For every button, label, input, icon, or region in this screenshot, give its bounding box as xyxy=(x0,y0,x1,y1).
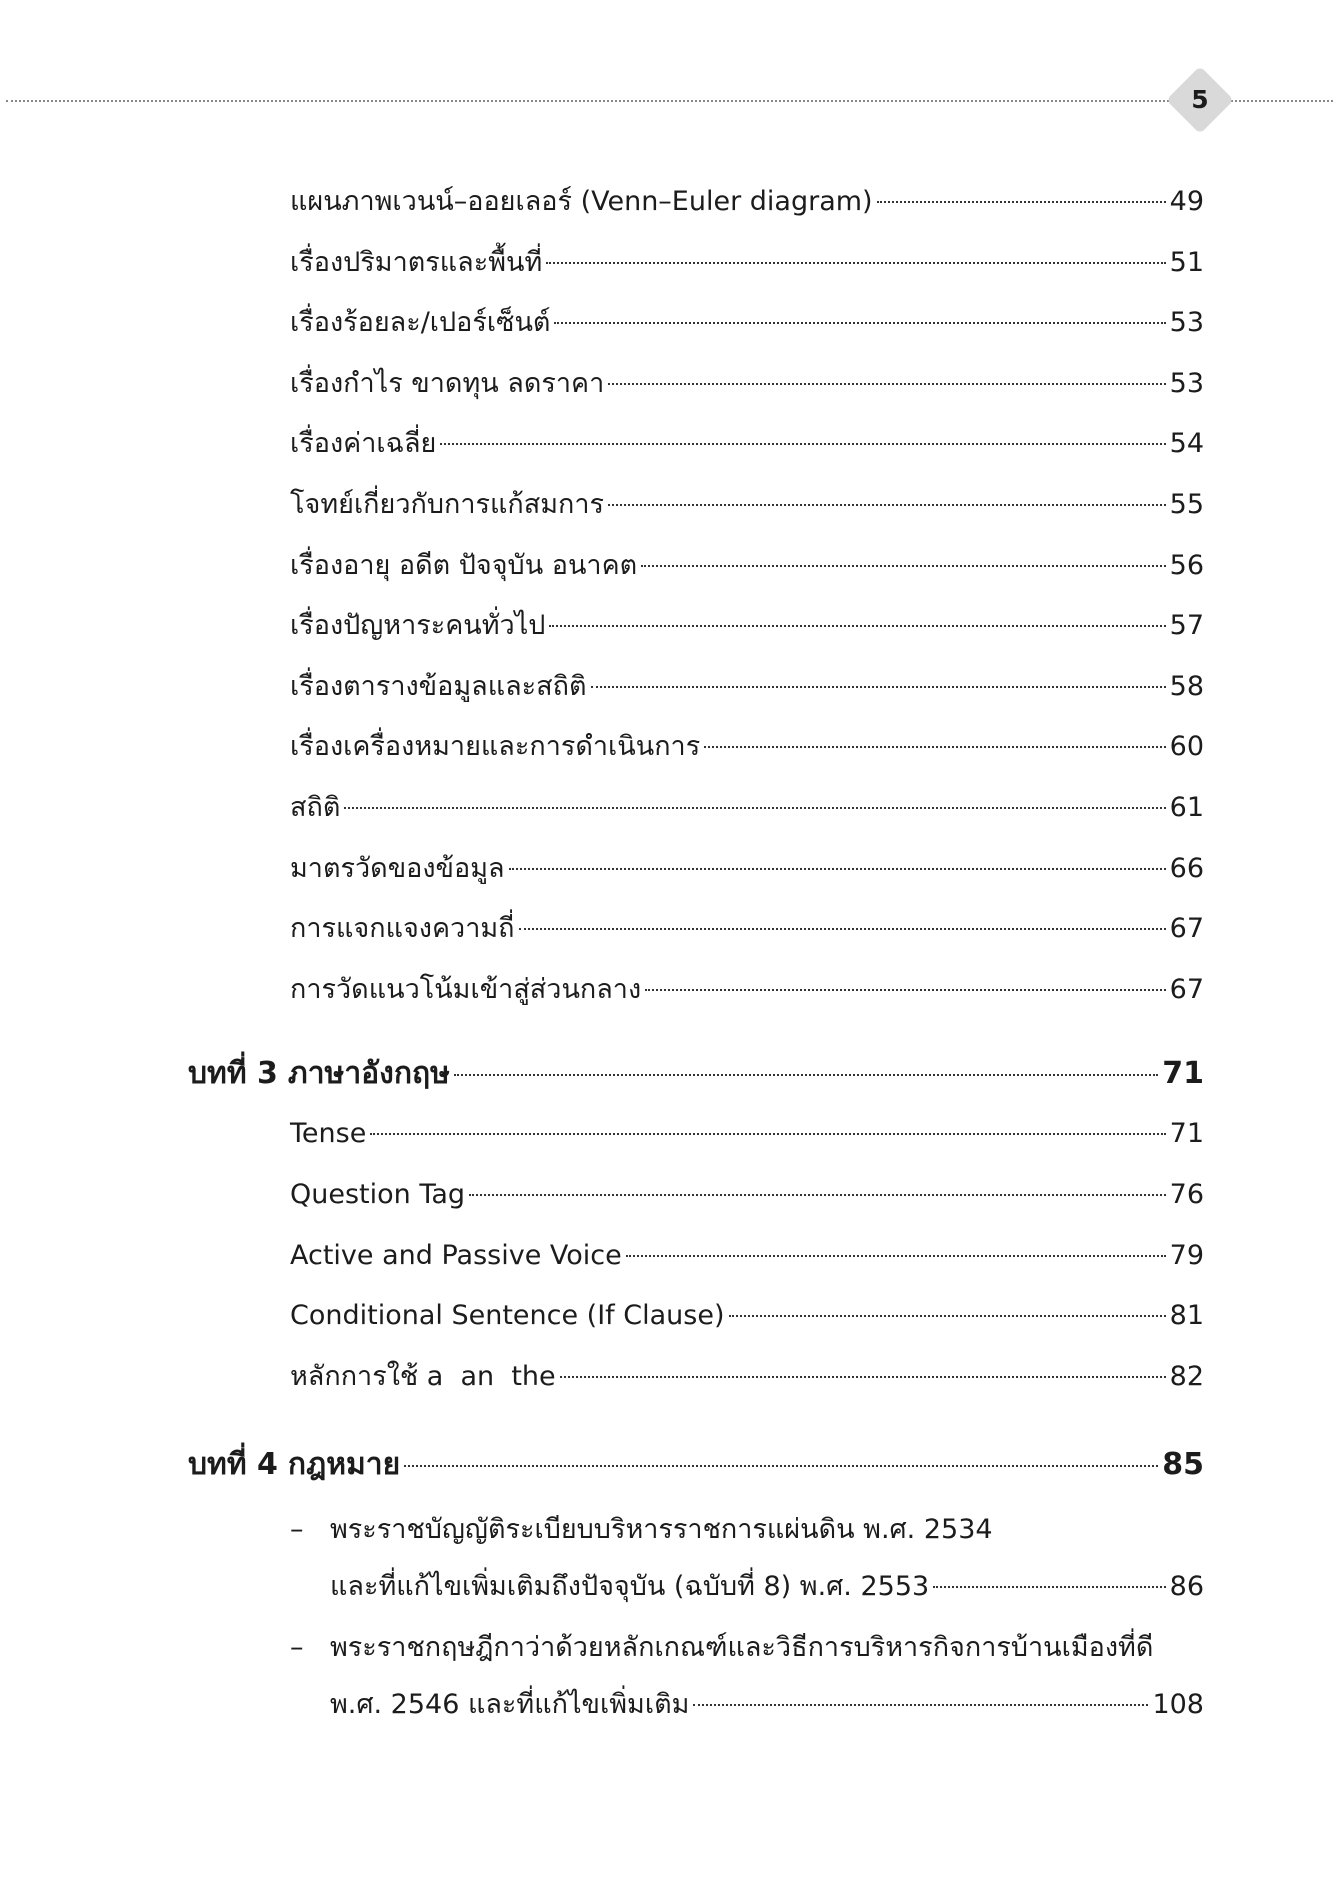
toc-entry-page: 53 xyxy=(1169,307,1204,339)
dot-leader xyxy=(877,201,1166,203)
toc-entry[interactable] xyxy=(290,1226,1204,1287)
toc-entry[interactable] xyxy=(290,354,1204,415)
toc-entry[interactable] xyxy=(290,233,1204,294)
toc-entry-page: 81 xyxy=(1169,1300,1204,1332)
toc-entry-title: แผนภาพเวนน์–ออยเลอร์ (Venn–Euler diagram) xyxy=(290,186,873,217)
toc-entry[interactable] xyxy=(290,1286,1204,1347)
dot-leader xyxy=(370,1133,1165,1135)
toc-entry[interactable] xyxy=(290,1104,1204,1165)
toc-entry-title: Conditional Sentence (If Clause) xyxy=(290,1300,725,1332)
toc-entry-title: Tense xyxy=(290,1118,367,1150)
toc-entry-title: การแจกแจงความถี่ xyxy=(290,913,515,945)
toc-entry[interactable] xyxy=(290,172,1204,233)
dash-bullet: – xyxy=(290,1514,304,1546)
toc-entry-page: 53 xyxy=(1169,367,1204,399)
dot-leader xyxy=(591,686,1166,688)
dot-leader xyxy=(641,565,1165,567)
toc-entry[interactable] xyxy=(290,657,1204,718)
dot-leader xyxy=(519,928,1166,930)
dot-leader xyxy=(608,504,1166,506)
toc-entry-page: 55 xyxy=(1169,488,1204,520)
toc-entry[interactable] xyxy=(290,839,1204,900)
dash-bullet: – xyxy=(290,1632,304,1664)
toc-entry-title: สถิติ xyxy=(290,791,341,823)
page-number: 5 xyxy=(1191,85,1209,114)
dot-leader xyxy=(704,746,1165,748)
dot-leader xyxy=(560,1376,1166,1378)
toc-entry[interactable] xyxy=(290,1347,1204,1408)
dot-leader xyxy=(608,383,1165,385)
dot-leader xyxy=(645,989,1165,991)
law-title-line-2: และที่แก้ไขเพิ่มเติมถึงปัจจุบัน (ฉบับที่ 8) พ.ศ. 2553 xyxy=(330,1571,930,1603)
toc-entry-title: เรื่องอายุ อดีต ปัจจุบัน อนาคต xyxy=(290,549,638,581)
toc-entry-page: 66 xyxy=(1169,852,1204,884)
toc-entry-title: เรื่องเครื่องหมายและการดำเนินการ xyxy=(290,731,701,763)
toc-entry-page: 60 xyxy=(1169,731,1204,763)
law-page: 108 xyxy=(1152,1689,1204,1721)
chapter-label: บทที่ 3 xyxy=(188,1056,278,1092)
law-title-line-1: พระราชบัญญัติระเบียบบริหารราชการแผ่นดิน พ.ศ. 2534 xyxy=(330,1514,993,1546)
chapter-title: ภาษาอังกฤษ xyxy=(287,1056,450,1092)
toc-entry-title: เรื่องปริมาตรและพื้นที่ xyxy=(290,246,543,278)
law-entry[interactable] xyxy=(290,1619,1204,1733)
toc-entry-page: 67 xyxy=(1169,973,1204,1005)
dot-leader xyxy=(549,625,1165,627)
law-title-line-2: พ.ศ. 2546 และที่แก้ไขเพิ่มเติม xyxy=(330,1689,690,1721)
toc-entry-page: 57 xyxy=(1169,610,1204,642)
chapter-3-heading[interactable] xyxy=(188,1044,1204,1104)
toc-entry-page: 56 xyxy=(1169,549,1204,581)
header-dotted-rule xyxy=(6,100,1333,102)
dot-leader xyxy=(509,868,1166,870)
dot-leader xyxy=(933,1586,1165,1588)
dot-leader xyxy=(554,322,1165,324)
law-title-line-1: พระราชกฤษฎีกาว่าด้วยหลักเกณฑ์และวิธีการบริหารกิจการบ้านเมืองที่ดี xyxy=(330,1632,1154,1664)
dot-leader xyxy=(729,1315,1166,1317)
toc-entry[interactable] xyxy=(290,899,1204,960)
law-page: 86 xyxy=(1169,1571,1204,1603)
toc-entry-page: 82 xyxy=(1169,1360,1204,1392)
toc-entry[interactable] xyxy=(290,293,1204,354)
toc-entry[interactable] xyxy=(290,960,1204,1021)
toc-entry[interactable] xyxy=(290,475,1204,536)
toc-entry-title: เรื่องค่าเฉลี่ย xyxy=(290,428,437,460)
toc-entry-title: เรื่องปัญหาระคนทั่วไป xyxy=(290,610,546,642)
toc-entry-page: 67 xyxy=(1169,913,1204,945)
toc-entry-title: การวัดแนวโน้มเข้าสู่ส่วนกลาง xyxy=(290,973,642,1005)
toc-entry-title: Question Tag xyxy=(290,1178,466,1210)
toc-entry-title: โจทย์เกี่ยวกับการแก้สมการ xyxy=(290,488,605,520)
dot-leader xyxy=(344,807,1165,809)
toc-entry[interactable] xyxy=(290,1165,1204,1226)
toc-entry[interactable] xyxy=(290,414,1204,475)
chapter-page: 85 xyxy=(1162,1447,1204,1483)
dot-leader xyxy=(693,1704,1148,1706)
chapter-label: บทที่ 4 xyxy=(188,1447,278,1483)
dot-leader xyxy=(440,443,1165,445)
table-of-contents xyxy=(0,172,1339,1733)
dot-leader xyxy=(404,1465,1158,1467)
chapter-4-heading[interactable] xyxy=(188,1435,1204,1495)
chapter-title: กฎหมาย xyxy=(287,1447,401,1483)
toc-entry-title: เรื่องกำไร ขาดทุน ลดราคา xyxy=(290,367,605,399)
toc-entry-page: 58 xyxy=(1169,670,1204,702)
toc-entry-title: เรื่องตารางข้อมูลและสถิติ xyxy=(290,670,587,702)
toc-entry-page: 54 xyxy=(1169,428,1204,460)
toc-entry-page: 76 xyxy=(1169,1178,1204,1210)
toc-entry-page: 71 xyxy=(1169,1118,1204,1150)
toc-entry-title: มาตรวัดของข้อมูล xyxy=(290,852,505,884)
dot-leader xyxy=(546,262,1165,264)
dot-leader xyxy=(454,1074,1158,1076)
law-entry[interactable] xyxy=(290,1501,1204,1615)
toc-entry[interactable] xyxy=(290,596,1204,657)
dot-leader xyxy=(626,1255,1166,1257)
toc-entry-page: 49 xyxy=(1169,186,1204,217)
toc-entry-page: 61 xyxy=(1169,791,1204,823)
toc-entry[interactable] xyxy=(290,717,1204,778)
toc-entry-title: หลักการใช้ a an the xyxy=(290,1360,556,1392)
toc-entry[interactable] xyxy=(290,778,1204,839)
toc-entry[interactable] xyxy=(290,536,1204,597)
toc-entry-page: 51 xyxy=(1169,246,1204,278)
toc-entry-page: 79 xyxy=(1169,1239,1204,1271)
dot-leader xyxy=(469,1194,1166,1196)
toc-entry-title: Active and Passive Voice xyxy=(290,1239,622,1271)
toc-entry-title: เรื่องร้อยละ/เปอร์เซ็นต์ xyxy=(290,307,551,339)
chapter-page: 71 xyxy=(1162,1056,1204,1092)
